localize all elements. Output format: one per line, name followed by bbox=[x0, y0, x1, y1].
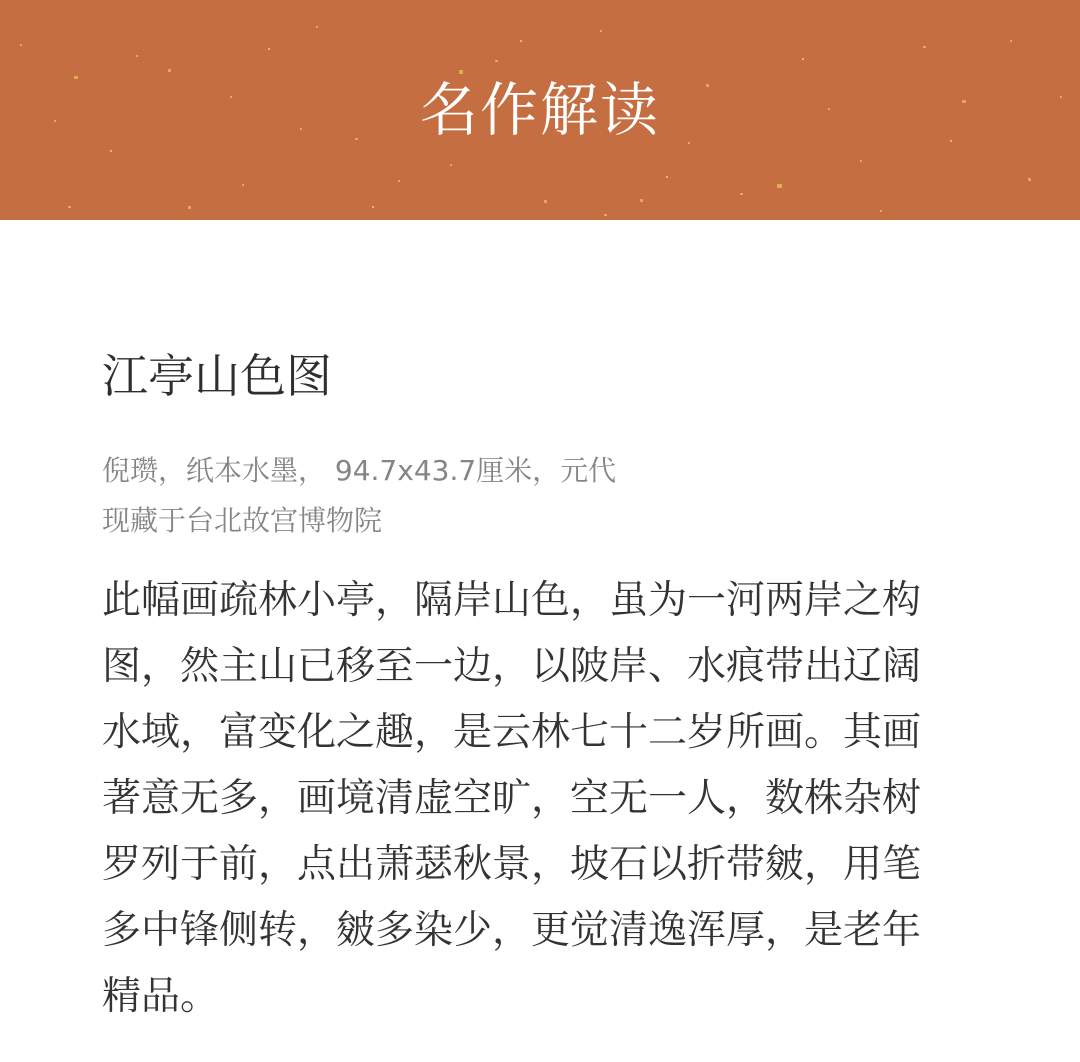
banner-title: 名作解读 bbox=[419, 76, 660, 144]
description-line: 精品。 bbox=[102, 974, 220, 1019]
artwork-title: 江亭山色图 bbox=[102, 349, 332, 403]
meta-line-artist-medium: 倪瓒，纸本水墨， 94.7x43.7厘米，元代 bbox=[102, 454, 617, 487]
description-line: 图，然主山已移至一边，以陂岸、水痕带出辽阔 bbox=[102, 644, 922, 689]
description-line: 多中锋侧转，皴多染少，更觉清逸浑厚，是老年 bbox=[102, 908, 922, 953]
meta-line-collection: 现藏于台北故宫博物院 bbox=[102, 504, 383, 537]
description-line: 水域，富变化之趣，是云林七十二岁所画。其画 bbox=[102, 710, 922, 755]
description-line: 此幅画疏林小亭，隔岸山色，虽为一河两岸之构 bbox=[102, 578, 922, 623]
artwork-description bbox=[102, 568, 1002, 1030]
description-line: 著意无多，画境清虚空旷，空无一人，数株杂树 bbox=[102, 776, 922, 821]
header-banner bbox=[0, 0, 1080, 220]
artwork-meta bbox=[102, 446, 1002, 546]
description-line: 罗列于前，点出萧瑟秋景，坡石以折带皴，用笔 bbox=[102, 842, 922, 887]
